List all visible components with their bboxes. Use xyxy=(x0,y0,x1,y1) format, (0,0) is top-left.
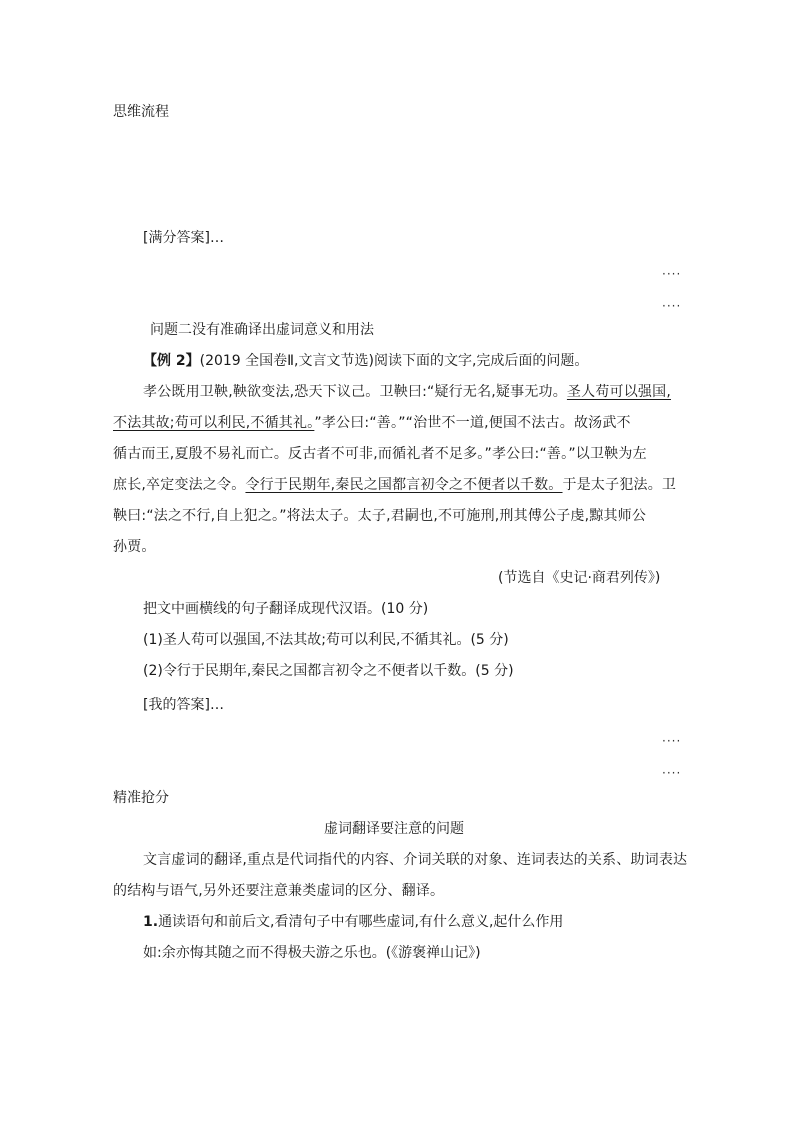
passage-text: 于是太子犯法。卫 xyxy=(562,477,677,493)
task-instruction: 把文中画横线的句子翻译成现代汉语。(10 分) xyxy=(143,601,429,617)
question-2: (2)令行于民期年,秦民之国都言初令之不便者以千数。(5 分) xyxy=(143,663,514,679)
passage-text: ”孝公曰:“善。”“治世不一道,便国不法古。故汤武不 xyxy=(314,415,631,431)
example-source: (2019 全国卷Ⅱ,文言文节选)阅读下面的文字,完成后面的问题。 xyxy=(199,353,589,369)
passage-source: (节选自《史记·商君列传》) xyxy=(498,570,661,586)
passage-line-1 xyxy=(143,382,671,402)
problem-title: 问题二没有准确译出虚词意义和用法 xyxy=(150,322,374,338)
my-answer-label-text: [我的答案] xyxy=(143,697,210,713)
answer-line-dots: ···· xyxy=(662,267,682,281)
passage-line-6: 孙贾。 xyxy=(113,539,156,555)
example-header xyxy=(143,351,588,371)
my-answer-label xyxy=(143,695,224,715)
answer-line-dots: ···· xyxy=(662,299,682,313)
point-1-text: 通读语句和前后文,看清句子中有哪些虚词,有什么意义,起什么作用 xyxy=(158,914,564,930)
passage-line-3: 循古而王,夏殷不易礼而亡。反古者不可非,而循礼者不足多。”孝公曰:“善。”以卫鞅为左 xyxy=(113,446,647,462)
my-answer-cursor: … xyxy=(209,697,224,713)
full-answer-cursor: … xyxy=(209,230,224,246)
example-sentence: 如:余亦悔其随之而不得极夫游之乐也。(《游褒禅山记》) xyxy=(143,945,481,961)
passage-text: 孝公既用卫鞅,鞅欲变法,恐天下议己。卫鞅曰:“疑行无名,疑事无功。 xyxy=(143,384,567,400)
point-1-number: 1. xyxy=(143,914,159,930)
full-answer-label-text: [满分答案] xyxy=(143,230,210,246)
question-1: (1)圣人苟可以强国,不法其故;苟可以利民,不循其礼。(5 分) xyxy=(143,632,509,648)
passage-line-4 xyxy=(113,475,676,495)
underlined-sentence-1: 圣人苟可以强国, xyxy=(566,384,671,400)
full-answer-label xyxy=(143,228,224,248)
passage-line-2 xyxy=(113,413,631,433)
section-heading-thinking: 思维流程 xyxy=(113,104,169,120)
passage-text: 庶长,卒定变法之令。 xyxy=(113,477,246,493)
example-tag: 【例 2】 xyxy=(143,353,200,369)
precise-paragraph-line-1: 文言虚词的翻译,重点是代词指代的内容、介词关联的对象、连词表达的关系、助词表达 xyxy=(143,852,688,868)
point-1 xyxy=(143,912,563,932)
precise-title: 虚词翻译要注意的问题 xyxy=(324,821,464,837)
section-heading-precise: 精准抢分 xyxy=(113,790,169,806)
answer-line-dots: ···· xyxy=(662,734,682,748)
answer-line-dots: ···· xyxy=(662,766,682,780)
underlined-sentence-1-cont: 不法其故;苟可以利民,不循其礼。 xyxy=(113,415,315,431)
passage-line-5: 鞅曰:“法之不行,自上犯之。”将法太子。太子,君嗣也,不可施刑,刑其傅公子虔,黥其师公 xyxy=(113,508,647,524)
underlined-sentence-2: 令行于民期年,秦民之国都言初令之不便者以千数。 xyxy=(245,477,563,493)
precise-paragraph-line-2: 的结构与语气,另外还要注意兼类虚词的区分、翻译。 xyxy=(113,883,445,899)
